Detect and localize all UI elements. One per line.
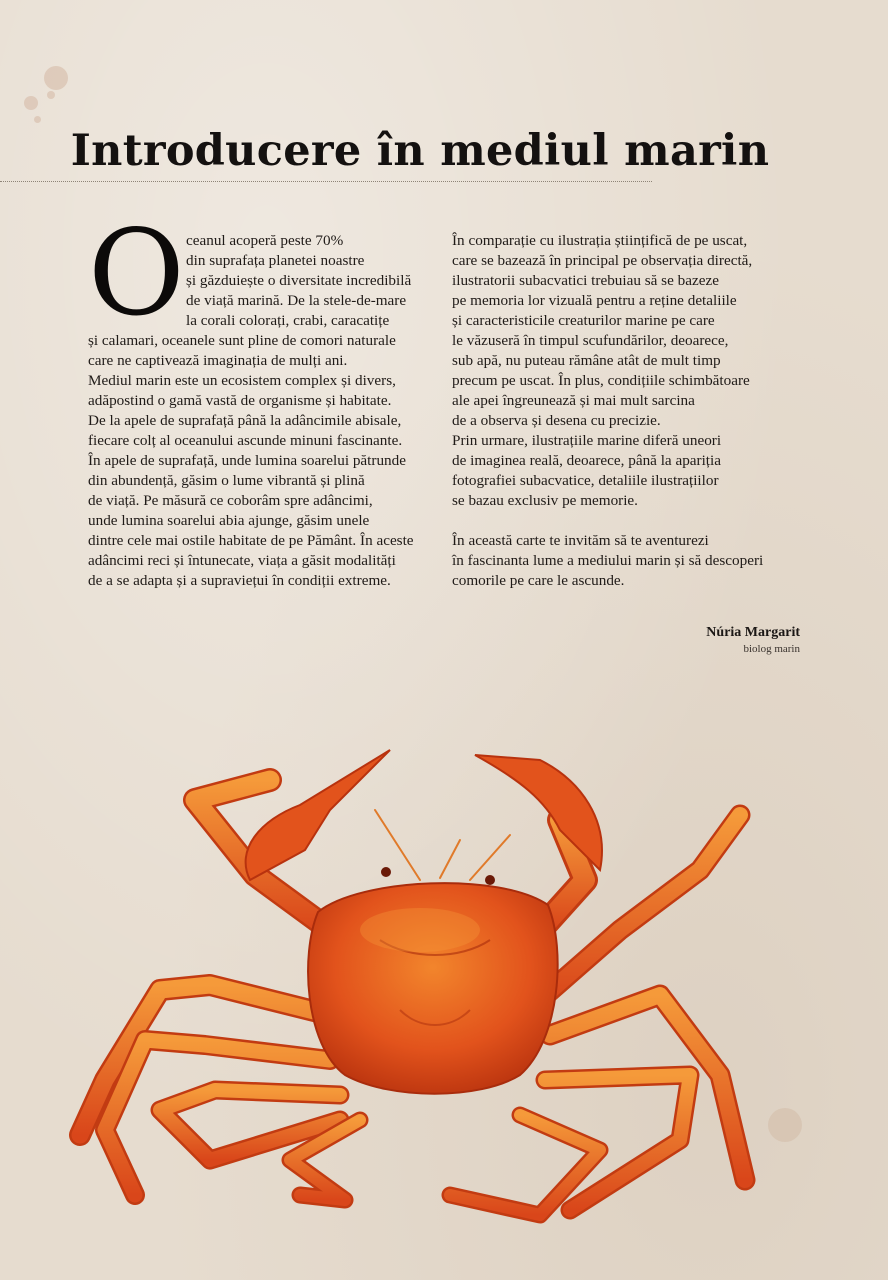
text-line: se bazau exclusiv pe memorie. bbox=[452, 492, 638, 509]
text-line: Prin urmare, ilustrațiile marine diferă uneori bbox=[452, 432, 722, 449]
text-line: De la apele de suprafață până la adâncimile abisale, bbox=[88, 412, 402, 429]
crab-illustration bbox=[0, 730, 888, 1250]
crab-shell-highlight bbox=[360, 908, 480, 952]
stain-spot bbox=[47, 91, 55, 99]
text-line: Mediul marin este un ecosistem complex și divers, bbox=[88, 372, 396, 389]
drop-cap: O bbox=[88, 204, 185, 342]
author-name: Núria Margarit bbox=[706, 625, 800, 640]
text-line: precum pe uscat. În plus, condițiile schimbătoare bbox=[452, 372, 750, 389]
text-line: dintre cele mai ostile habitate de pe Pământ. În aceste bbox=[88, 532, 414, 549]
text-line: adâncimi reci și întunecate, viața a găsit modalități bbox=[88, 552, 396, 569]
text-line: În apele de suprafață, unde lumina soarelui pătrunde bbox=[88, 452, 406, 469]
crab-eye bbox=[485, 875, 495, 885]
text-line: ale apei îngreunează și mai mult sarcina bbox=[452, 392, 695, 409]
text-line: În comparație cu ilustrația științifică de pe uscat, bbox=[452, 232, 748, 249]
text-line: fotografiei subacvatice, detaliile ilustrațiilor bbox=[452, 472, 719, 489]
stain-spot bbox=[34, 116, 41, 123]
author-role: biolog marin bbox=[743, 643, 800, 655]
text-line: și caracteristicile creaturilor marine pe care bbox=[452, 312, 715, 329]
text-line: fiecare colț al oceanului ascunde minuni fascinante. bbox=[88, 432, 403, 449]
text-line: care ne captivează imaginația de mulți ani. bbox=[88, 352, 348, 369]
stain-spot bbox=[24, 96, 38, 110]
crab-antenna bbox=[470, 835, 510, 880]
text-line: de viață. Pe măsură ce coborâm spre adâncimi, bbox=[88, 492, 373, 509]
text-line: ceanul acoperă peste 70% bbox=[186, 232, 344, 249]
text-line: unde lumina soarelui abia ajunge, găsim unele bbox=[88, 512, 370, 529]
stain-spot bbox=[44, 66, 68, 90]
text-column-left bbox=[88, 231, 448, 591]
text-line: de viață marină. De la stele-de-mare bbox=[186, 292, 407, 309]
text-line: adăpostind o gamă vastă de organisme și habitate. bbox=[88, 392, 392, 409]
text-line: la corali colorați, crabi, caracatițe bbox=[186, 312, 390, 329]
text-line: ilustratorii subacvatici trebuiau să se bazeze bbox=[452, 272, 719, 289]
author-signature bbox=[706, 624, 800, 656]
page-title: Introducere în mediul marin bbox=[70, 126, 770, 176]
text-line: de a observa și desena cu precizie. bbox=[452, 412, 661, 429]
crab-eye bbox=[381, 867, 391, 877]
text-line: în fascinanta lume a mediului marin și să descoperi bbox=[452, 552, 764, 569]
text-line: În această carte te invităm să te aventurezi bbox=[452, 532, 709, 549]
text-line: și găzduiește o diversitate incredibilă bbox=[186, 272, 412, 289]
text-line: pe memoria lor vizuală pentru a reține detaliile bbox=[452, 292, 737, 309]
text-line: din suprafața planetei noastre bbox=[186, 252, 365, 269]
text-line: din abundență, găsim o lume vibrantă și plină bbox=[88, 472, 365, 489]
text-line: care se bazează în principal pe observația directă, bbox=[452, 252, 753, 269]
crab-antenna bbox=[440, 840, 460, 878]
text-line: sub apă, nu puteau rămâne atât de mult timp bbox=[452, 352, 721, 369]
text-column-right bbox=[452, 231, 812, 591]
text-line: le văzuseră în timpul scufundărilor, deoarece, bbox=[452, 332, 729, 349]
paragraph-gap bbox=[452, 511, 812, 531]
text-line: de a se adapta și a supraviețui în condiții extreme. bbox=[88, 572, 391, 589]
text-line: și calamari, oceanele sunt pline de comori naturale bbox=[88, 332, 396, 349]
text-line: de imaginea reală, deoarece, până la apariția bbox=[452, 452, 721, 469]
text-line: comorile pe care le ascunde. bbox=[452, 572, 625, 589]
title-divider bbox=[0, 181, 652, 182]
